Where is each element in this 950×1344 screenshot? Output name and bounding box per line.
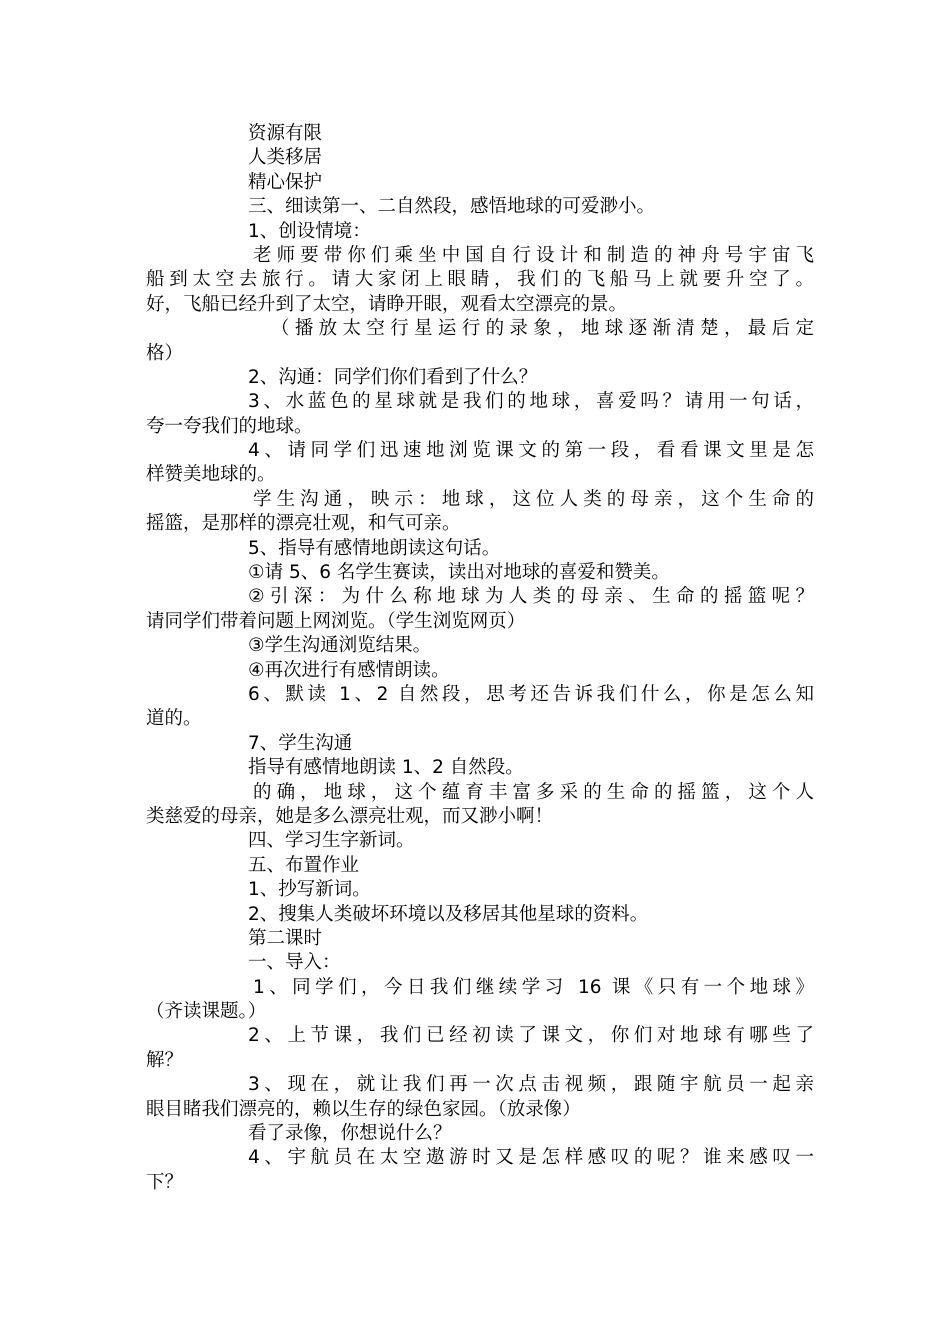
text-line: 的确，地球，这个蕴育丰富多采的生命的摇篮，这个人 — [253, 781, 814, 803]
text-line: ②引深：为什么称地球为人类的母亲、生命的摇篮呢？ — [248, 586, 814, 608]
document-body — [146, 122, 814, 1195]
text-line: 2、上节课，我们已经初读了课文，你们对地球有哪些了 — [248, 1025, 814, 1047]
lesson-heading: 第二课时 — [248, 927, 323, 949]
text-line: 3、现在，就让我们再一次点击视频，跟随宇航员一起亲 — [248, 1074, 814, 1096]
text-line: 精心保护 — [248, 171, 323, 193]
text-line: 2、沟通：同学们你们看到了什么？ — [248, 366, 538, 388]
text-line: 7、学生沟通 — [248, 732, 353, 754]
text-line: 格） — [146, 342, 184, 364]
text-line: （播放太空行星运行的录象，地球逐渐清楚，最后定 — [271, 318, 814, 340]
text-line: 样赞美地球的。 — [146, 464, 276, 486]
text-line: 3、水蓝色的星球就是我们的地球，喜爱吗？请用一句话， — [248, 391, 814, 413]
text-line: 下？ — [146, 1171, 184, 1193]
section-heading: 五、布置作业 — [248, 854, 360, 876]
text-line: 指导有感情地朗读 1、2 自然段。 — [248, 757, 524, 779]
text-line: 学生沟通，映示：地球，这位人类的母亲，这个生命的 — [253, 488, 814, 510]
text-line: 老师要带你们乘坐中国自行设计和制造的神舟号宇宙飞 — [253, 244, 814, 266]
text-line: 道的。 — [146, 708, 202, 730]
text-line: 请同学们带着问题上网浏览。（学生浏览网页） — [146, 610, 526, 632]
text-line: 人类移居 — [248, 147, 323, 169]
text-line: 1、创设情境： — [248, 220, 371, 242]
text-line: 看了录像，你想说什么？ — [248, 1123, 452, 1145]
text-line: 解？ — [146, 1049, 184, 1071]
text-line: 4、请同学们迅速地浏览课文的第一段，看看课文里是怎 — [248, 440, 814, 462]
text-line: 资源有限 — [248, 123, 323, 144]
section-heading: 一、导入： — [248, 952, 341, 974]
text-line: 4、宇航员在太空遨游时又是怎样感叹的呢？谁来感叹一 — [248, 1147, 814, 1169]
text-line: 6、默读 1、2 自然段，思考还告诉我们什么，你是怎么知 — [248, 683, 814, 705]
text-line: （齐读课题。） — [146, 1001, 267, 1023]
text-line: 2、搜集人类破坏环境以及移居其他星球的资料。 — [248, 903, 649, 925]
text-line: ③学生沟通浏览结果。 — [248, 635, 432, 657]
section-heading: 四、学习生字新词。 — [248, 830, 415, 852]
text-line: 好，飞船已经升到了太空，请睁开眼，观看太空漂亮的景。 — [146, 293, 628, 315]
section-heading: 三、细读第一、二自然段，感悟地球的可爱渺小。 — [248, 196, 656, 218]
text-line: ①请 5、6 名学生赛读，读出对地球的喜爱和赞美。 — [248, 562, 670, 584]
text-line: 船到太空去旅行。请大家闭上眼睛，我们的飞船马上就要升空了。 — [146, 269, 814, 291]
text-line: 摇篮，是那样的漂亮壮观，和气可亲。 — [146, 513, 461, 535]
text-line: 眼目睹我们漂亮的，赖以生存的绿色家园。（放录像） — [146, 1098, 581, 1120]
text-line: ④再次进行有感情朗读。 — [248, 659, 450, 681]
text-line: 类慈爱的母亲，她是多么漂亮壮观，而又渺小啊！ — [146, 805, 554, 827]
text-line: 1、同学们，今日我们继续学习 16 课《只有一个地球》 — [253, 976, 814, 998]
text-line: 夸一夸我们的地球。 — [146, 415, 313, 437]
text-line: 5、指导有感情地朗读这句话。 — [248, 537, 501, 559]
text-line: 1、抄写新词。 — [248, 879, 371, 901]
